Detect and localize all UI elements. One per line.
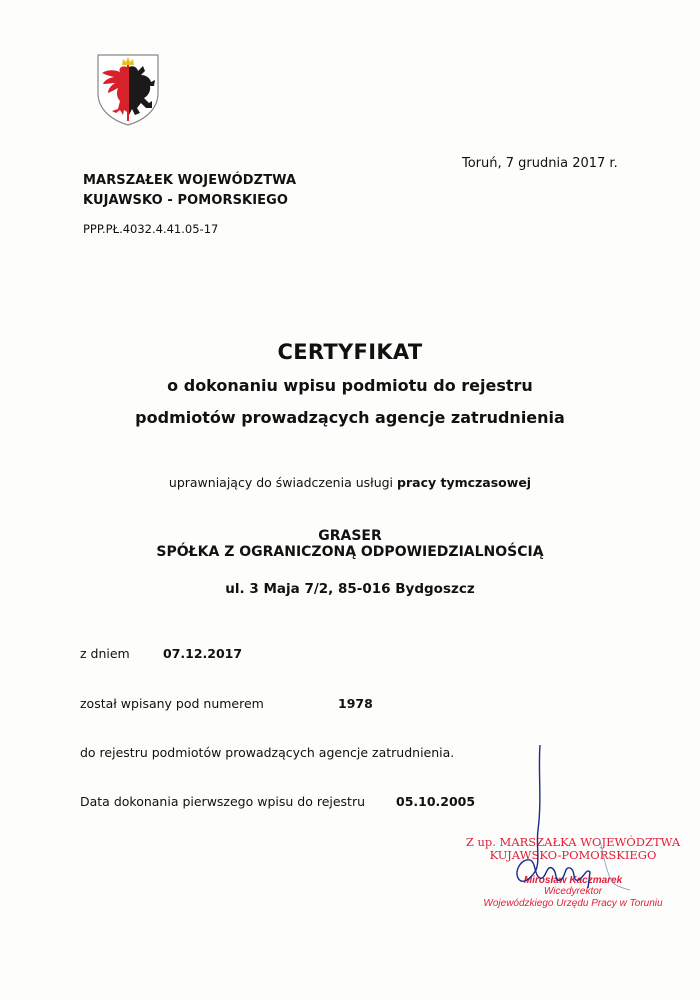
detail-row-register-number (80, 696, 373, 711)
stamp-line-2: KUJAWSKO-POMORSKIEGO (489, 848, 657, 862)
certificate-title: CERTYFIKAT (277, 340, 423, 364)
company-legal-form: SPÓŁKA Z OGRANICZONĄ ODPOWIEDZIALNOŚCIĄ (156, 544, 544, 560)
certificate-subtitle-1: o dokonaniu wpisu podmiotu do rejestru (167, 376, 533, 395)
scope-statement (0, 475, 700, 490)
scope-service: pracy tymczasowej (397, 475, 532, 490)
detail-label: z dniem (80, 646, 130, 661)
place-date: Toruń, 7 grudnia 2017 r. (462, 156, 618, 171)
detail-row-entry-date (80, 646, 243, 661)
issuer-line-1: MARSZAŁEK WOJEWÓDZTWA (83, 173, 297, 188)
detail-row-register (80, 745, 454, 760)
official-stamp (462, 836, 684, 910)
company-name: GRASER (318, 528, 382, 544)
detail-label: Data dokonania pierwszego wpisu do rejestru (80, 794, 366, 809)
detail-label: został wpisany pod numerem (80, 696, 264, 711)
certificate-subtitle-2: podmiotów prowadzących agencje zatrudnienia (135, 408, 565, 427)
stamp-signatory-name: Mirosław Kaczmarek (523, 875, 623, 886)
reference-number: PPP.PŁ.4032.4.41.05-17 (83, 222, 219, 236)
issuer-name (83, 171, 296, 211)
issuer-line-2: KUJAWSKO - POMORSKIEGO (83, 193, 289, 208)
detail-row-first-entry-date (80, 794, 476, 809)
detail-label: do rejestru podmiotów prowadzących agencje zatrudnienia. (80, 745, 455, 760)
scope-prefix: uprawniający do świadczenia usługi (168, 475, 398, 490)
coat-of-arms-icon (96, 53, 160, 127)
stamp-office: Wojewódzkiego Urzędu Pracy w Toruniu (483, 898, 663, 909)
stamp-line-1: Z up. MARSZAŁKA WOJEWÓDZTWA (465, 835, 681, 849)
detail-value: 07.12.2017 (163, 646, 243, 661)
stamp-signatory-role: Wicedyrektor (543, 886, 603, 897)
company-address: ul. 3 Maja 7/2, 85-016 Bydgoszcz (225, 581, 475, 597)
detail-value: 1978 (338, 696, 373, 711)
detail-value: 05.10.2005 (396, 794, 476, 809)
